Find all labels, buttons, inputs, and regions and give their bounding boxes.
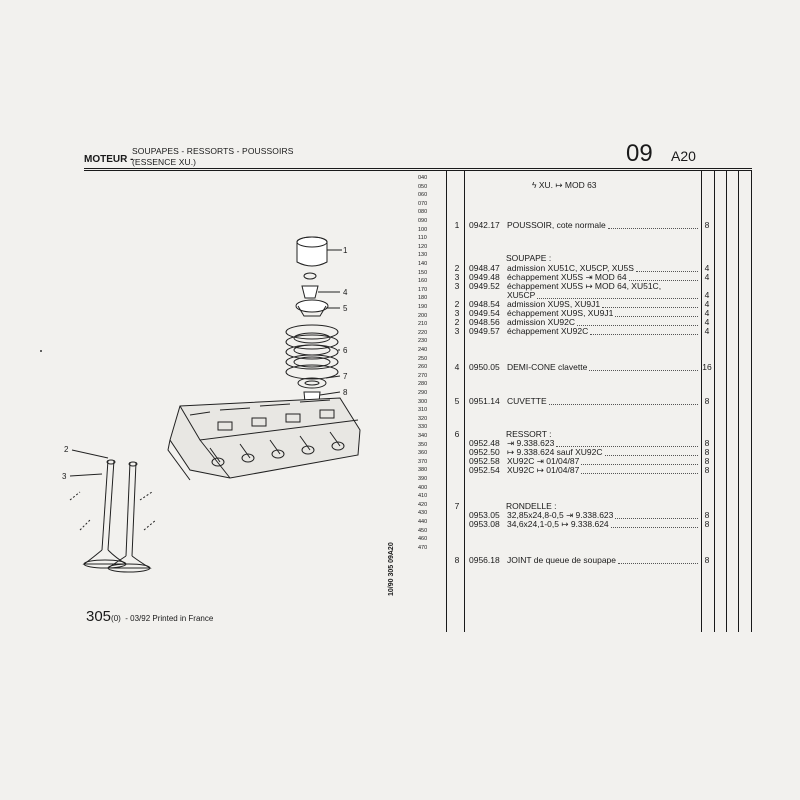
- quantity: 8: [704, 519, 710, 529]
- row-number: 140: [418, 261, 428, 267]
- item-number: 4: [454, 362, 460, 372]
- row-number: 110: [418, 235, 427, 242]
- row-number: 340: [418, 433, 428, 439]
- quantity: 4: [704, 317, 710, 327]
- item-number: 3: [454, 326, 460, 336]
- quantity: 4: [704, 308, 710, 318]
- quantity: 4: [704, 272, 710, 282]
- part-description: admission XU92C: [507, 317, 576, 327]
- row-number: 390: [418, 476, 428, 482]
- dot-leader: [605, 455, 698, 456]
- part-description: XU92C ↦ 01/04/87: [507, 465, 580, 475]
- applicability-row: [532, 180, 597, 191]
- part-description: 34,6x24,1-0,5 ↦ 9.338.624: [507, 519, 609, 529]
- row-number: 220: [418, 329, 428, 336]
- row-number: 470: [418, 544, 428, 551]
- dot-leader: [636, 271, 698, 272]
- row-number: 250: [418, 355, 428, 362]
- row-number: 290: [418, 390, 428, 396]
- row-number: 410: [418, 493, 428, 500]
- part-reference: 0951.14: [469, 396, 500, 406]
- callout-3: 3: [62, 472, 67, 481]
- part-description: ↦ 9.338.624 sauf XU92C: [507, 447, 603, 457]
- dot-leader: [615, 316, 698, 317]
- row-number: 180: [418, 295, 428, 302]
- subtitle-line-1: SOUPAPES - RESSORTS - POUSSOIRS: [132, 146, 294, 156]
- dot-leader: [602, 307, 698, 308]
- row-number: 280: [418, 381, 428, 388]
- quantity: 8: [704, 447, 710, 457]
- part-description: DEMI-CONE clavette: [507, 362, 588, 372]
- part-description: XU92C ⇥ 01/04/87: [507, 456, 580, 466]
- row-number: 120: [418, 243, 428, 250]
- dot-leader: [618, 563, 698, 564]
- part-description: JOINT de queue de soupape: [507, 555, 617, 565]
- row-number: 360: [418, 450, 428, 457]
- item-number: 2: [454, 299, 460, 309]
- dot-leader: [608, 228, 698, 229]
- dot-leader: [581, 464, 698, 465]
- row-number: 460: [418, 536, 428, 543]
- row-number: 050: [418, 183, 428, 190]
- quantity: 4: [704, 290, 710, 300]
- header-rule-bottom: [84, 168, 752, 169]
- row-number: 200: [418, 312, 428, 319]
- row-number: 070: [418, 200, 428, 207]
- row-number: 150: [418, 269, 428, 276]
- row-number: 240: [418, 347, 428, 353]
- part-reference: 0953.05: [469, 510, 500, 520]
- part-reference: 0952.54: [469, 465, 500, 475]
- row-number: 100: [418, 226, 428, 233]
- dot-leader: [549, 404, 698, 405]
- part-reference: 0949.54: [469, 308, 500, 318]
- valves: [70, 460, 156, 572]
- part-description: SOUPAPE :: [506, 253, 552, 263]
- item-number: 3: [454, 281, 460, 291]
- row-number: 040: [418, 175, 428, 181]
- part-reference: 0942.17: [469, 220, 500, 230]
- part-reference: 0949.52: [469, 281, 500, 291]
- item-number: 1: [454, 220, 460, 230]
- exploded-view-drawing: [40, 230, 410, 590]
- row-number: 420: [418, 501, 428, 508]
- item-number: 3: [454, 272, 460, 282]
- part-description: admission XU9S, XU9J1: [507, 299, 601, 309]
- part-reference: 0956.18: [469, 555, 500, 565]
- col-line-extra-1: [726, 170, 727, 632]
- callout-7: 7: [343, 372, 348, 381]
- quantity: 8: [704, 465, 710, 475]
- part-reference: 0948.56: [469, 317, 500, 327]
- row-number: 270: [418, 372, 428, 379]
- part-reference: 0948.54: [469, 299, 500, 309]
- part-reference: 0949.57: [469, 326, 500, 336]
- callout-2: 2: [64, 445, 69, 454]
- part-reference: 0953.08: [469, 519, 500, 529]
- callout-8: 8: [343, 388, 348, 397]
- part-reference: 0950.05: [469, 362, 500, 372]
- applicability-text: XU. ↦ MOD 63: [538, 180, 597, 190]
- part-description: XU5CP: [507, 290, 536, 300]
- part-description: échappement XU9S, XU9J1: [507, 308, 614, 318]
- callout-6: 6: [343, 346, 348, 355]
- part-description: 32,85x24,8-0,5 ⇥ 9.338.623: [507, 510, 614, 520]
- group-code: 09: [626, 140, 653, 167]
- row-number: 350: [418, 441, 428, 448]
- part-description: POUSSOIR, cote normale: [507, 220, 606, 230]
- part-description: échappement XU92C: [507, 326, 589, 336]
- part-description: RONDELLE :: [506, 501, 557, 511]
- dot-leader: [581, 473, 698, 474]
- row-number: 430: [418, 510, 428, 517]
- row-number: 080: [418, 209, 428, 216]
- quantity: 8: [704, 510, 710, 520]
- item-number: 6: [454, 429, 460, 439]
- part-description: échappement XU5S ↦ MOD 64, XU51C,: [507, 281, 662, 291]
- speck: [40, 350, 42, 352]
- part-reference: 0952.58: [469, 456, 500, 466]
- row-number: 170: [418, 286, 428, 293]
- dot-leader: [590, 334, 698, 335]
- row-number: 440: [418, 519, 428, 525]
- row-number: 380: [418, 467, 428, 474]
- tappet-part: [297, 237, 327, 266]
- edition-stamp: 10/90 305 09A20: [388, 542, 395, 596]
- callout-1: 1: [343, 246, 348, 255]
- row-number: 370: [418, 458, 428, 465]
- quantity: 8: [704, 456, 710, 466]
- quantity: 8: [704, 220, 710, 230]
- planche-code: A20: [671, 148, 696, 164]
- callout-5: 5: [343, 304, 348, 313]
- dot-leader: [589, 370, 698, 371]
- row-number: 260: [418, 364, 428, 371]
- quantity: 8: [704, 396, 710, 406]
- row-number: 450: [418, 527, 428, 534]
- quantity: 4: [704, 326, 710, 336]
- row-number: 300: [418, 398, 428, 405]
- item-number: 5: [454, 396, 460, 406]
- quantity: 8: [704, 555, 710, 565]
- cylinder-head: [168, 398, 360, 480]
- item-number: 2: [454, 317, 460, 327]
- dot-leader: [611, 527, 698, 528]
- header-rule-bottom-2: [84, 170, 752, 171]
- item-number: 3: [454, 308, 460, 318]
- row-number: 400: [418, 484, 428, 491]
- quantity: 16: [702, 362, 712, 372]
- section-title: MOTEUR -: [84, 154, 134, 165]
- callout-4: 4: [343, 288, 348, 297]
- part-reference: 0948.47: [469, 263, 500, 273]
- col-line-qty: [714, 170, 715, 632]
- item-number: 8: [454, 555, 460, 565]
- quantity: 8: [704, 438, 710, 448]
- part-reference: 0952.50: [469, 447, 500, 457]
- row-number: 190: [418, 304, 428, 310]
- row-number: 210: [418, 321, 428, 328]
- col-line-extra-3: [751, 170, 752, 632]
- row-number: 160: [418, 278, 428, 285]
- part-description: ⇥ 9.338.623: [507, 438, 555, 448]
- col-line-extra-2: [738, 170, 739, 632]
- row-number: 310: [418, 407, 428, 414]
- item-number: 2: [454, 263, 460, 273]
- col-line-item: [464, 170, 465, 632]
- footer: [86, 608, 213, 626]
- quantity: 4: [704, 263, 710, 273]
- dot-leader: [615, 518, 698, 519]
- footer-model: 305: [86, 608, 112, 625]
- row-number: 130: [418, 252, 428, 259]
- footer-printed: - 03/92 Printed in France: [125, 614, 214, 623]
- dot-leader: [577, 325, 698, 326]
- row-number: 320: [418, 415, 428, 422]
- item-number: 7: [454, 501, 460, 511]
- part-reference: 0949.48: [469, 272, 500, 282]
- part-reference: 0952.48: [469, 438, 500, 448]
- part-description: admission XU51C, XU5CP, XU5S: [507, 263, 634, 273]
- row-number: 090: [418, 218, 428, 224]
- flash-icon: ϟ: [532, 180, 537, 190]
- footer-variant: (0): [111, 614, 121, 623]
- col-line-rownum: [446, 170, 447, 632]
- row-number: 230: [418, 338, 428, 345]
- part-description: CUVETTE: [507, 396, 547, 406]
- part-description: RESSORT :: [506, 429, 552, 439]
- subtitle-line-2: (ESSENCE XU.): [132, 157, 197, 167]
- row-number: 330: [418, 424, 428, 431]
- row-number: 060: [418, 192, 428, 199]
- spring-part: [286, 325, 338, 379]
- part-description: échappement XU5S ⇥ MOD 64: [507, 272, 627, 282]
- quantity: 4: [704, 299, 710, 309]
